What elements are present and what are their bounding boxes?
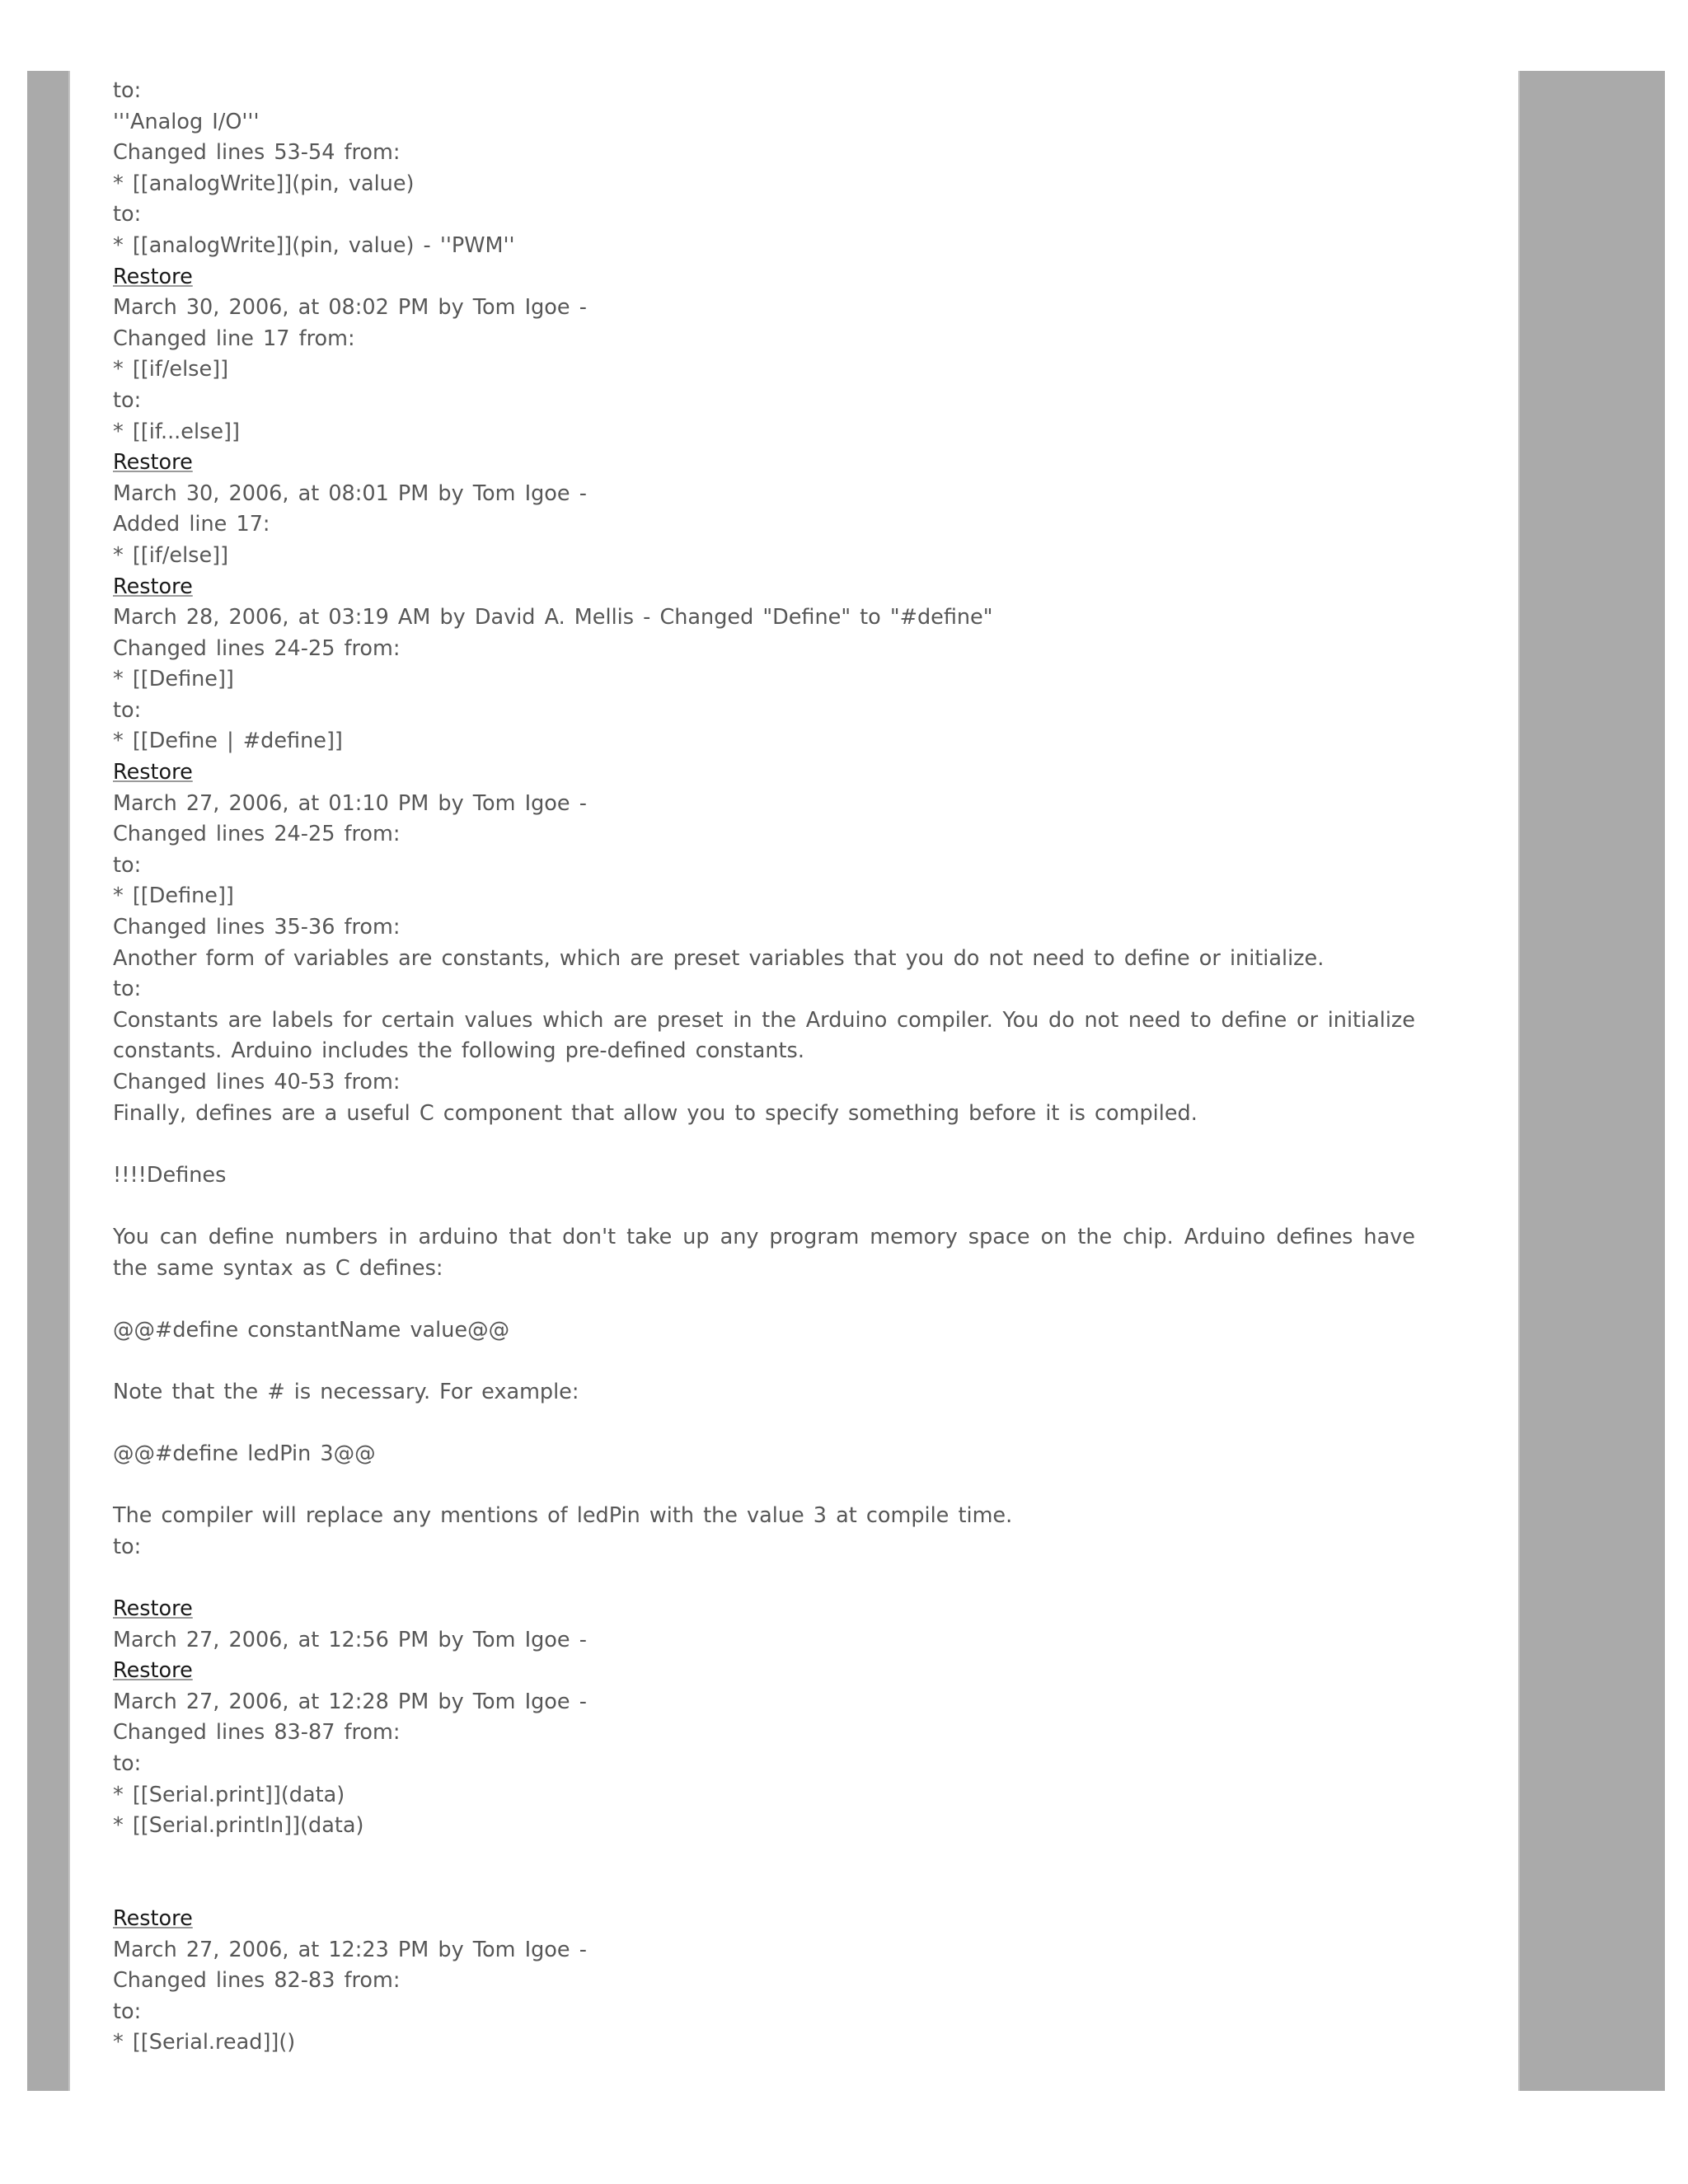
history-line: * [[Define]] [113,883,234,909]
left-sidebar-bar [27,71,70,2091]
history-line: * [[Define]] [113,667,234,692]
blank-line [113,1563,1415,1595]
blank-line [113,1191,1415,1222]
restore-link[interactable]: Restore [113,574,193,599]
history-paragraph: You can define numbers in arduino that don't take up any program memory space on the chip. Arduino defines have the same syntax as C defines: [113,1224,1425,1281]
page-history-content [113,76,1425,2059]
history-line: to: [113,1751,142,1777]
blank-line [113,1129,1415,1160]
history-line: to: [113,387,142,413]
revision-header: March 30, 2006, at 08:01 PM by Tom Igoe - [113,480,587,506]
history-line: The compiler will replace any mentions of ledPin with the value 3 at compile time. [113,1503,1013,1529]
history-line: Changed lines 82-83 from: [113,1968,401,1994]
history-line: * [[if...else]] [113,419,240,444]
restore-link[interactable]: Restore [113,264,193,289]
history-line: * [[Serial.read]]() [113,2030,296,2055]
history-line: to: [113,977,142,1002]
history-line: * [[Serial.print]](data) [113,1782,345,1807]
history-paragraph: Constants are labels for certain values which are preset in the Arduino compiler. You do not need to define or initialize constants. Arduino includes the following pre-defined constants. [113,1007,1425,1064]
blank-line [113,1872,1415,1904]
blank-line [113,1842,1415,1873]
history-line: Changed lines 24-25 from: [113,822,401,847]
blank-line [113,1408,1415,1440]
restore-link[interactable]: Restore [113,1596,193,1622]
history-line: Changed lines 40-53 from: [113,1070,401,1094]
history-line: Changed lines 83-87 from: [113,1720,401,1746]
history-line: * [[if/else]] [113,357,229,382]
history-line: to: [113,1534,142,1559]
history-line: to: [113,202,142,227]
history-line: !!!!Defines [113,1162,227,1188]
revision-header: March 27, 2006, at 12:56 PM by Tom Igoe - [113,1627,587,1652]
history-line: to: [113,1999,142,2024]
history-line: to: [113,78,142,103]
right-sidebar-edge [1518,71,1520,2091]
history-line: * [[if/else]] [113,542,229,568]
restore-link[interactable]: Restore [113,760,193,785]
history-line: Changed lines 53-54 from: [113,140,401,166]
history-line: * [[Define | #define]] [113,729,343,754]
history-line: * [[analogWrite]](pin, value) [113,171,415,196]
revision-header: March 27, 2006, at 12:23 PM by Tom Igoe - [113,1937,587,1962]
right-sidebar-bar [1518,71,1665,2091]
history-line: * [[analogWrite]](pin, value) - ''PWM'' [113,232,515,258]
revision-header: March 30, 2006, at 08:02 PM by Tom Igoe - [113,295,587,321]
history-line: Added line 17: [113,512,270,537]
blank-line [113,1284,1415,1315]
history-line: @@#define constantName value@@ [113,1317,510,1343]
revision-header: March 27, 2006, at 12:28 PM by Tom Igoe - [113,1689,587,1714]
history-line: to: [113,852,142,878]
history-line: @@#define ledPin 3@@ [113,1441,376,1467]
history-line: Changed lines 24-25 from: [113,635,401,661]
history-line: to: [113,697,142,723]
history-line: Finally, defines are a useful C component that allow you to specify something before it is compiled. [113,1100,1198,1126]
history-line: Changed lines 35-36 from: [113,915,401,940]
revision-header: March 28, 2006, at 03:19 AM by David A. Mellis - Changed "Define" to "#define" [113,605,993,630]
history-line: * [[Serial.println]](data) [113,1813,364,1839]
history-line: Changed line 17 from: [113,326,355,351]
blank-line [113,1346,1415,1377]
blank-line [113,1470,1415,1502]
left-sidebar-edge [68,71,70,2091]
restore-link[interactable]: Restore [113,1658,193,1684]
revision-header: March 27, 2006, at 01:10 PM by Tom Igoe - [113,790,587,816]
restore-link[interactable]: Restore [113,1906,193,1932]
history-line: Note that the # is necessary. For example: [113,1379,579,1404]
restore-link[interactable]: Restore [113,450,193,476]
history-line: Another form of variables are constants, which are preset variables that you do not need to define or initialize. [113,945,1325,971]
history-line: '''Analog I/O''' [113,109,260,134]
